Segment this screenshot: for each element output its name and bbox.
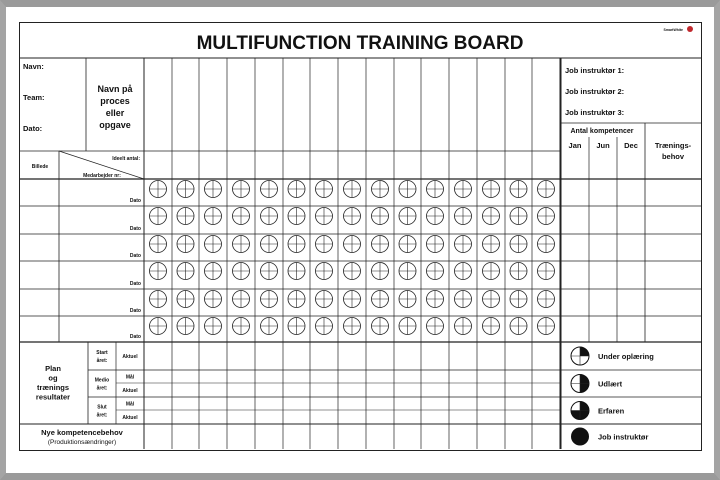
date-label: Dato [129,198,141,204]
date-label: Dato: [23,124,43,133]
new-competence-title: Nye kompetencebehov [41,428,123,437]
task-label: Navn på [97,84,133,94]
plan-row-label: Aktuel [122,388,138,394]
job-instructor-label: Job instruktør 3: [565,108,625,117]
new-competence-subtitle: (Produktionsændringer) [47,439,117,446]
plan-label: resultater [35,392,71,402]
plan-period-label: Slut [97,404,107,411]
legend-label: Erfaren [598,406,625,416]
plan-period-label: Medio [94,377,110,384]
legend-job-instructor-icon [571,428,589,446]
job-instructor-label: Job instruktør 2: [565,87,625,96]
training-need-label: Trænings- [654,141,692,150]
name-label: Navn: [23,62,44,71]
logo-icon [687,26,693,32]
board-grid [20,23,701,450]
month-label-dec: Dec [624,141,638,150]
date-label: Dato [129,281,141,287]
employee-number-label: Medarbejder nr: [83,173,121,179]
photo-label: Billede [31,164,49,170]
date-label: Dato [129,226,141,232]
logo-text: SmartWhite [663,28,683,32]
competence-count-header: Antal kompetencer [570,128,634,135]
job-instructor-label: Job instruktør 1: [565,66,625,75]
date-label: Dato [129,308,141,314]
team-label: Team: [23,93,45,102]
training-board [19,22,702,451]
plan-period-label: Start [96,350,108,356]
board-title: MULTIFUNCTION TRAINING BOARD [196,33,524,54]
date-label: Dato [129,334,141,340]
month-label-jan: Jan [568,141,582,150]
date-label: Dato [129,253,141,259]
legend-label: Job instruktør [598,432,649,442]
task-label: proces [100,96,130,106]
training-need-label: behov [661,152,685,161]
plan-row-label: Mål [125,401,135,408]
plan-label: trænings [36,383,70,392]
plan-period-label: året: [96,385,108,392]
plan-row-label: Aktuel [122,415,138,421]
plan-period-label: året: [96,412,108,419]
plan-label: og [48,373,58,383]
month-label-jun: Jun [596,141,610,150]
plan-row-label: Mål [125,374,135,381]
task-label: opgave [99,120,131,130]
plan-period-label: året: [96,358,108,364]
task-label: eller [105,108,125,118]
legend-label: Under oplæring [598,352,654,361]
plan-row-label: Aktuel [122,354,138,360]
legend-label: Udlært [598,379,623,389]
plan-label: Plan [45,364,61,373]
ideal-count-label: Ideelt antal: [112,156,140,162]
